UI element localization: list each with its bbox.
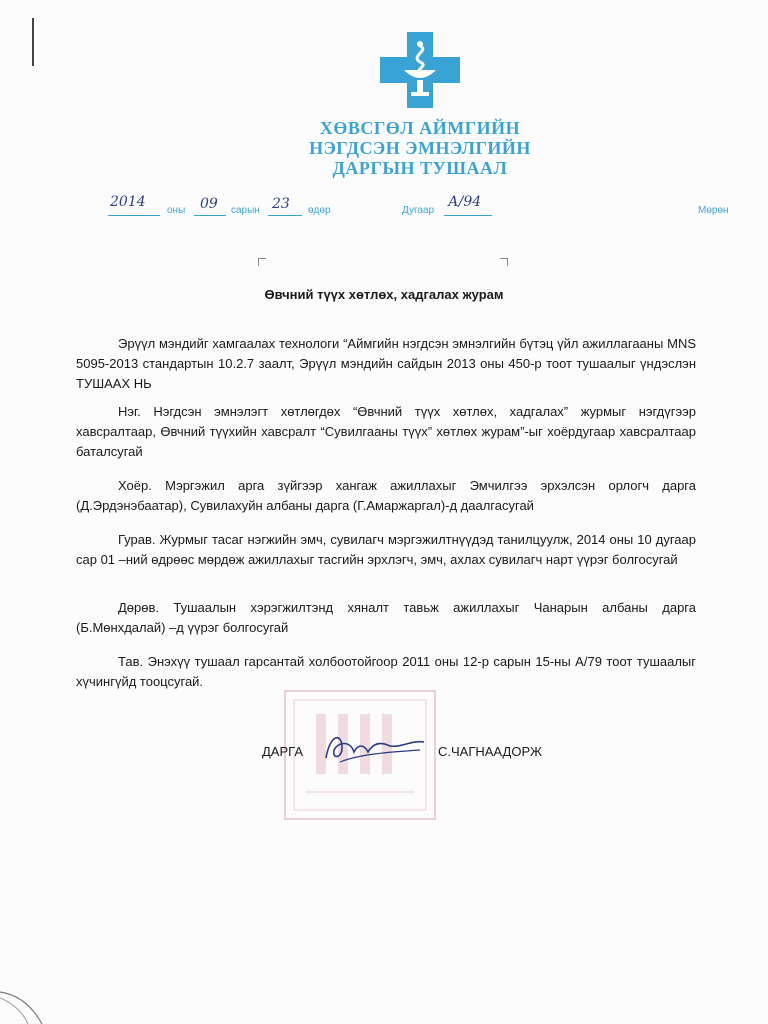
clause-three: Гурав. Журмыг тасаг нэгжийн эмч, сувилагч мэргэжилтнүүдэд танилцуулж, 2014 оны 10 дугаар сар 01 –ний өдрөөс мөрдөж ажиллахыг тасгийн эрхлэгч, эмч, ахлах сувилагч нарт үүрэг болгосугай — [76, 532, 696, 567]
month-underline — [194, 215, 226, 216]
year-underline — [108, 215, 160, 216]
clause-five: Тав. Энэхүү тушаал гарсантай холбоотойгоор 2011 оны 12-р сарын 15-ны А/79 тоот тушаалыг хүчингүйд тооцсугай. — [76, 654, 696, 689]
year-label: оны — [167, 205, 186, 216]
corner-mark-left — [258, 258, 266, 266]
document-title: Өвчний түүх хөтлөх, хадгалах журам — [264, 287, 504, 302]
order-number: А/94 — [448, 194, 482, 210]
clause-four: Дөрөв. Тушаалын хэрэгжилтэнд хяналт тавьж ажиллахыг Чанарын албаны дарга (Б.Мөнхдалай) –д үүрэг болгосугай — [76, 600, 696, 635]
day-label: өдөр — [308, 205, 331, 216]
clause-two: Хоёр. Мэргэжил арга зүйгээр хангаж ажиллахыг Эмчилгээ эрхэлсэн орлогч дарга (Д.Эрдэнэбаатар), Сувилахуйн албаны дарга (Г.Амаржаргал)-д даалгасугай — [76, 478, 696, 513]
clause-one: Нэг. Нэгдсэн эмнэлэгт хөтлөгдөх “Өвчний түүх хөтлөх, хадгалах” журмыг нэгдүгээр хавсралтаар, Өвчний түүхийн хавсралт “Сувилгааны түүх” хөтлөх журам”-ыг хоёрдугаар хавсралтаар баталсугай — [76, 404, 696, 459]
place-label: Мөрөн — [698, 205, 729, 216]
corner-mark-right — [500, 258, 508, 266]
organization-title — [270, 118, 570, 178]
preamble-paragraph: Эрүүл мэндийг хамгаалах технологи “Аймгийн нэгдсэн эмнэлгийн бүтэц үйл ажиллагааны MNS 5095-2013 стандартын 10.2.7 заалт, Эрүүл мэндийн сайдын 2013 оны 450-р тоот тушаалыг үндэслэн ТУШААХ НЬ — [76, 336, 696, 391]
org-title-line-2: НЭГДСЭН ЭМНЭЛГИЙН — [309, 138, 531, 158]
signatory-title: ДАРГА — [262, 744, 303, 759]
date-day: 23 — [272, 196, 290, 212]
edge-mark — [32, 18, 34, 66]
handwritten-signature — [320, 728, 430, 768]
date-year: 2014 — [110, 194, 146, 210]
signatory-name: С.ЧАГНААДОРЖ — [438, 744, 542, 759]
dateline — [0, 196, 768, 220]
folded-corner — [0, 968, 80, 1024]
number-underline — [444, 215, 492, 216]
medical-cross-bowl-icon — [380, 32, 460, 108]
month-label: сарын — [231, 205, 260, 216]
org-title-line-1: ХӨВСГӨЛ АЙМГИЙН — [319, 118, 521, 138]
org-title-line-3: ДАРГЫН ТУШААЛ — [332, 158, 508, 178]
day-underline — [268, 215, 302, 216]
number-label: Дугаар — [402, 205, 435, 216]
date-month: 09 — [200, 196, 218, 212]
